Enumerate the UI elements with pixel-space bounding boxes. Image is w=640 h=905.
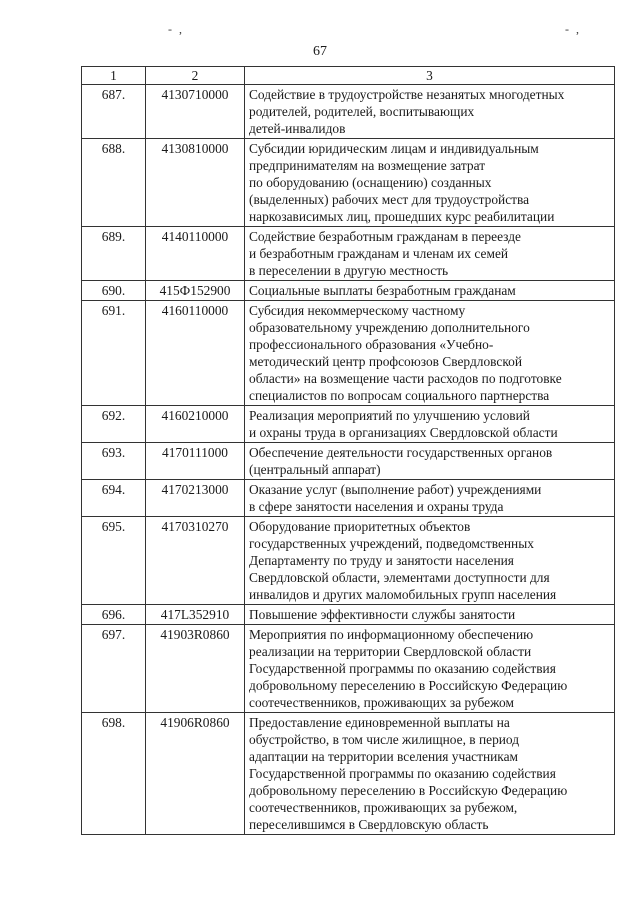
row-code: 4130810000 bbox=[146, 139, 245, 227]
description-line: переселившимся в Свердловскую область bbox=[249, 817, 489, 832]
page-number: 67 bbox=[313, 44, 327, 59]
description-line: соотечественников, проживающих за рубежом bbox=[249, 695, 514, 710]
row-code: 417L352910 bbox=[146, 605, 245, 625]
description-line: добровольному переселению в Российскую Федерацию bbox=[249, 783, 568, 798]
description-line: предпринимателям на возмещение затрат bbox=[249, 158, 486, 173]
table-row bbox=[82, 301, 615, 406]
table-row bbox=[82, 281, 615, 301]
description-line: детей-инвалидов bbox=[249, 121, 346, 136]
description-line: Содействие в трудоустройстве незанятых многодетных bbox=[249, 87, 565, 102]
description-line: Оказание услуг (выполнение работ) учреждениями bbox=[249, 482, 542, 497]
table-row bbox=[82, 713, 615, 835]
row-number: 698. bbox=[82, 713, 146, 835]
description-line: специалистов по вопросам социального партнерства bbox=[249, 388, 550, 403]
description-line: инвалидов и других маломобильных групп населения bbox=[249, 587, 557, 602]
row-description bbox=[245, 139, 615, 227]
row-number: 690. bbox=[82, 281, 146, 301]
description-line: реализации на территории Свердловской области bbox=[249, 644, 532, 659]
description-line: Субсидия некоммерческому частному bbox=[249, 303, 466, 318]
description-line: Обеспечение деятельности государственных органов bbox=[249, 445, 553, 460]
budget-codes-table bbox=[81, 66, 615, 835]
description-line: (центральный аппарат) bbox=[249, 462, 381, 477]
description-line: методический центр профсоюзов Свердловской bbox=[249, 354, 523, 369]
description-line: области» на возмещение части расходов по подготовке bbox=[249, 371, 562, 386]
description-line: родителей, родителей, воспитывающих bbox=[249, 104, 475, 119]
row-description bbox=[245, 406, 615, 443]
row-code: 4170111000 bbox=[146, 443, 245, 480]
description-line: профессионального образования «Учебно- bbox=[249, 337, 494, 352]
row-code: 4140110000 bbox=[146, 227, 245, 281]
description-line: по оборудованию (оснащению) созданных bbox=[249, 175, 492, 190]
row-description bbox=[245, 227, 615, 281]
row-number: 691. bbox=[82, 301, 146, 406]
row-number: 689. bbox=[82, 227, 146, 281]
row-number: 693. bbox=[82, 443, 146, 480]
table-body bbox=[82, 85, 615, 835]
corner-mark-left: - , bbox=[168, 22, 184, 36]
description-line: обустройство, в том числе жилищное, в период bbox=[249, 732, 520, 747]
row-description bbox=[245, 605, 615, 625]
table-row bbox=[82, 85, 615, 139]
row-number: 694. bbox=[82, 480, 146, 517]
description-line: Свердловской области, элементами доступности для bbox=[249, 570, 550, 585]
table-row bbox=[82, 625, 615, 713]
row-code: 4160110000 bbox=[146, 301, 245, 406]
table-row bbox=[82, 605, 615, 625]
description-line: соотечественников, проживающих за рубежом, bbox=[249, 800, 518, 815]
row-description bbox=[245, 301, 615, 406]
description-line: Социальные выплаты безработным гражданам bbox=[249, 283, 516, 298]
row-number: 696. bbox=[82, 605, 146, 625]
description-line: добровольному переселению в Российскую Федерацию bbox=[249, 678, 568, 693]
description-line: Департаменту по труду и занятости населения bbox=[249, 553, 514, 568]
description-line: и безработным гражданам и членам их семей bbox=[249, 246, 509, 261]
row-code: 41906R0860 bbox=[146, 713, 245, 835]
corner-mark-right: - , bbox=[565, 22, 581, 36]
table-row bbox=[82, 443, 615, 480]
row-code: 4160210000 bbox=[146, 406, 245, 443]
description-line: (выделенных) рабочих мест для трудоустройства bbox=[249, 192, 530, 207]
table-row bbox=[82, 517, 615, 605]
table-row bbox=[82, 139, 615, 227]
description-line: адаптации на территории вселения участникам bbox=[249, 749, 519, 764]
description-line: Мероприятия по информационному обеспечению bbox=[249, 627, 534, 642]
row-number: 687. bbox=[82, 85, 146, 139]
table-header-row bbox=[82, 67, 615, 85]
row-description bbox=[245, 85, 615, 139]
description-line: Государственной программы по оказанию содействия bbox=[249, 766, 556, 781]
description-line: Предоставление единовременной выплаты на bbox=[249, 715, 510, 730]
description-line: Оборудование приоритетных объектов bbox=[249, 519, 471, 534]
description-line: наркозависимых лиц, прошедших курс реабилитации bbox=[249, 209, 555, 224]
description-line: и охраны труда в организациях Свердловской области bbox=[249, 425, 558, 440]
description-line: государственных учреждений, подведомственных bbox=[249, 536, 534, 551]
column-header-number: 1 bbox=[82, 67, 146, 85]
row-code: 415Ф152900 bbox=[146, 281, 245, 301]
table-row bbox=[82, 227, 615, 281]
table-row bbox=[82, 406, 615, 443]
column-header-description: 3 bbox=[245, 67, 615, 85]
row-description bbox=[245, 713, 615, 835]
row-code: 4170310270 bbox=[146, 517, 245, 605]
description-line: образовательному учреждению дополнительного bbox=[249, 320, 530, 335]
row-description bbox=[245, 625, 615, 713]
row-number: 692. bbox=[82, 406, 146, 443]
row-description bbox=[245, 443, 615, 480]
description-line: Государственной программы по оказанию содействия bbox=[249, 661, 556, 676]
row-number: 697. bbox=[82, 625, 146, 713]
column-header-code: 2 bbox=[146, 67, 245, 85]
row-number: 688. bbox=[82, 139, 146, 227]
description-line: Субсидии юридическим лицам и индивидуальным bbox=[249, 141, 539, 156]
description-line: в переселении в другую местность bbox=[249, 263, 449, 278]
row-description bbox=[245, 480, 615, 517]
row-description bbox=[245, 281, 615, 301]
description-line: Реализация мероприятий по улучшению условий bbox=[249, 408, 530, 423]
row-description bbox=[245, 517, 615, 605]
description-line: Повышение эффективности службы занятости bbox=[249, 607, 516, 622]
description-line: Содействие безработным гражданам в переезде bbox=[249, 229, 521, 244]
description-line: в сфере занятости населения и охраны труда bbox=[249, 499, 504, 514]
row-number: 695. bbox=[82, 517, 146, 605]
table-row bbox=[82, 480, 615, 517]
row-code: 4170213000 bbox=[146, 480, 245, 517]
row-code: 41903R0860 bbox=[146, 625, 245, 713]
row-code: 4130710000 bbox=[146, 85, 245, 139]
